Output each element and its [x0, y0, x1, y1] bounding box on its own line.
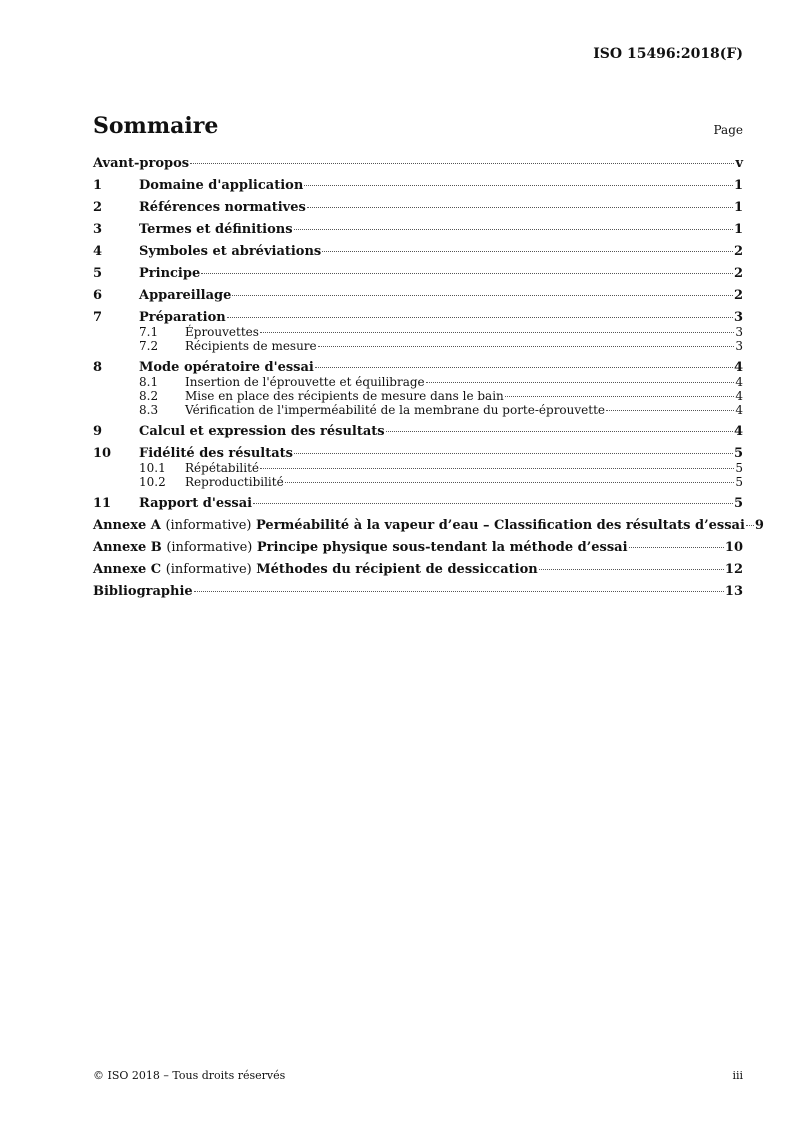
toc-entry-number: 1: [93, 178, 103, 193]
toc-entry-page: v: [735, 156, 743, 171]
toc-entry-bibliographie[interactable]: [93, 584, 743, 599]
toc-entry-number: 10.1: [139, 461, 166, 475]
leader-dots: [315, 367, 733, 368]
toc-entry-4[interactable]: [93, 244, 743, 259]
toc-entry-number: 10.2: [139, 475, 166, 489]
toc-entry-label: [93, 518, 745, 533]
toc-entry-8-2[interactable]: [93, 389, 743, 403]
toc-entry-number: 7.1: [139, 325, 159, 339]
leader-dots: [227, 317, 733, 318]
table-of-contents: [93, 156, 764, 599]
toc-entry-7-2[interactable]: [93, 339, 743, 353]
toc-entry-10[interactable]: [93, 446, 743, 461]
toc-entry-avant-propos[interactable]: [93, 156, 743, 171]
toc-entry-page: 1: [733, 200, 743, 215]
annex-prefix: Annexe B: [93, 540, 162, 555]
document-reference: ISO 15496:2018(F): [593, 46, 743, 62]
toc-entry-label: Termes et définitions: [139, 222, 293, 237]
page-footer: [93, 1069, 743, 1082]
leader-dots: [201, 273, 733, 274]
toc-entry-label: Rapport d'essai: [139, 496, 253, 511]
leader-dots: [253, 503, 733, 504]
toc-entry-2[interactable]: [93, 200, 743, 215]
leader-dots: [746, 525, 754, 526]
leader-dots: [539, 569, 724, 570]
toc-title-row: [93, 113, 743, 139]
annex-kind: (informative): [165, 562, 252, 577]
toc-entry-number: 7: [93, 310, 103, 325]
toc-entry-label: Avant-propos: [93, 156, 190, 171]
toc-entry-label: Récipients de mesure: [185, 339, 317, 353]
toc-entry-label: Références normatives: [139, 200, 306, 215]
toc-entry-label: Répétabilité: [185, 461, 260, 475]
toc-entry-page: 5: [733, 446, 743, 461]
toc-entry-page: 5: [735, 475, 743, 489]
page-title: Sommaire: [93, 113, 219, 139]
toc-entry-page: 12: [724, 562, 743, 577]
toc-entry-label: Appareillage: [139, 288, 232, 303]
toc-entry-page: 2: [733, 288, 743, 303]
annex-kind: (informative): [166, 540, 253, 555]
toc-entry-page: 13: [724, 584, 743, 599]
leader-dots: [318, 346, 735, 347]
toc-entry-page: 1: [733, 178, 743, 193]
toc-entry-7[interactable]: [93, 310, 743, 325]
toc-entry-page: 9: [754, 518, 764, 533]
toc-entry-number: 11: [93, 496, 112, 511]
toc-entry-number: 2: [93, 200, 103, 215]
toc-entry-page: 5: [735, 461, 743, 475]
toc-entry-page: 5: [733, 496, 743, 511]
leader-dots: [386, 431, 733, 432]
toc-entry-page: 3: [735, 325, 743, 339]
toc-entry-8[interactable]: [93, 360, 743, 375]
leader-dots: [304, 185, 733, 186]
toc-entry-label: [93, 562, 538, 577]
toc-entry-number: 3: [93, 222, 103, 237]
toc-entry-8-3[interactable]: [93, 403, 743, 417]
toc-entry-number: 9: [93, 424, 103, 439]
toc-entry-page: 10: [724, 540, 743, 555]
leader-dots: [294, 453, 733, 454]
toc-entry-label: Fidélité des résultats: [139, 446, 293, 461]
toc-entry-label: Mode opératoire d'essai: [139, 360, 314, 375]
toc-entry-label: Calcul et expression des résultats: [139, 424, 385, 439]
toc-entry-5[interactable]: [93, 266, 743, 281]
toc-entry-label: Principe: [139, 266, 201, 281]
toc-entry-annexe-c[interactable]: [93, 562, 743, 577]
toc-entry-number: 6: [93, 288, 103, 303]
leader-dots: [307, 207, 733, 208]
toc-entry-label: Insertion de l'éprouvette et équilibrage: [185, 375, 425, 389]
toc-entry-3[interactable]: [93, 222, 743, 237]
annex-title: Méthodes du récipient de dessiccation: [256, 562, 538, 577]
toc-entry-page: 4: [733, 424, 743, 439]
toc-entry-label: Bibliographie: [93, 584, 193, 599]
toc-entry-number: 7.2: [139, 339, 159, 353]
annex-prefix: Annexe A: [93, 518, 161, 533]
leader-dots: [505, 396, 735, 397]
toc-entry-label: Préparation: [139, 310, 226, 325]
leader-dots: [629, 547, 724, 548]
toc-entry-number: 8.2: [139, 389, 159, 403]
annex-kind: (informative): [165, 518, 252, 533]
toc-entry-label: Mise en place des récipients de mesure dans le bain: [185, 389, 504, 403]
toc-entry-page: 3: [735, 339, 743, 353]
leader-dots: [194, 591, 724, 592]
leader-dots: [260, 468, 734, 469]
annex-title: Perméabilité à la vapeur d’eau – Classification des résultats d’essai: [256, 518, 745, 533]
leader-dots: [285, 482, 735, 483]
leader-dots: [426, 382, 735, 383]
toc-entry-annexe-a[interactable]: [93, 518, 764, 533]
page-number: iii: [732, 1069, 743, 1082]
toc-entry-number: 10: [93, 446, 112, 461]
page-column-label: Page: [713, 123, 743, 137]
leader-dots: [260, 332, 734, 333]
leader-dots: [294, 229, 733, 230]
toc-entry-6[interactable]: [93, 288, 743, 303]
toc-entry-page: 4: [735, 389, 743, 403]
toc-entry-label: Symboles et abréviations: [139, 244, 322, 259]
leader-dots: [322, 251, 733, 252]
toc-entry-annexe-b[interactable]: [93, 540, 743, 555]
toc-entry-label: Domaine d'application: [139, 178, 304, 193]
toc-entry-page: 2: [733, 266, 743, 281]
toc-entry-9[interactable]: [93, 424, 743, 439]
toc-entry-label: Vérification de l'imperméabilité de la membrane du porte-éprouvette: [185, 403, 606, 417]
toc-entry-page: 1: [733, 222, 743, 237]
toc-entry-7-1[interactable]: [93, 325, 743, 339]
toc-entry-label: Éprouvettes: [185, 325, 259, 339]
toc-entry-10-2[interactable]: [93, 475, 743, 489]
leader-dots: [232, 295, 733, 296]
toc-entry-page: 4: [735, 403, 743, 417]
annex-title: Principe physique sous-tendant la méthode d’essai: [256, 540, 628, 555]
toc-entry-label: [93, 540, 628, 555]
toc-entry-number: 8.1: [139, 375, 159, 389]
toc-entry-number: 8: [93, 360, 103, 375]
toc-entry-10-1[interactable]: [93, 461, 743, 475]
toc-entry-number: 8.3: [139, 403, 159, 417]
toc-entry-page: 2: [733, 244, 743, 259]
toc-entry-page: 4: [735, 375, 743, 389]
toc-entry-page: 3: [733, 310, 743, 325]
leader-dots: [190, 163, 734, 164]
toc-entry-number: 4: [93, 244, 103, 259]
annex-prefix: Annexe C: [93, 562, 162, 577]
toc-entry-11[interactable]: [93, 496, 743, 511]
copyright-notice: © ISO 2018 – Tous droits réservés: [93, 1069, 286, 1082]
toc-entry-page: 4: [733, 360, 743, 375]
toc-entry-8-1[interactable]: [93, 375, 743, 389]
toc-entry-label: Reproductibilité: [185, 475, 284, 489]
toc-entry-number: 5: [93, 266, 103, 281]
leader-dots: [606, 410, 734, 411]
toc-entry-1[interactable]: [93, 178, 743, 193]
